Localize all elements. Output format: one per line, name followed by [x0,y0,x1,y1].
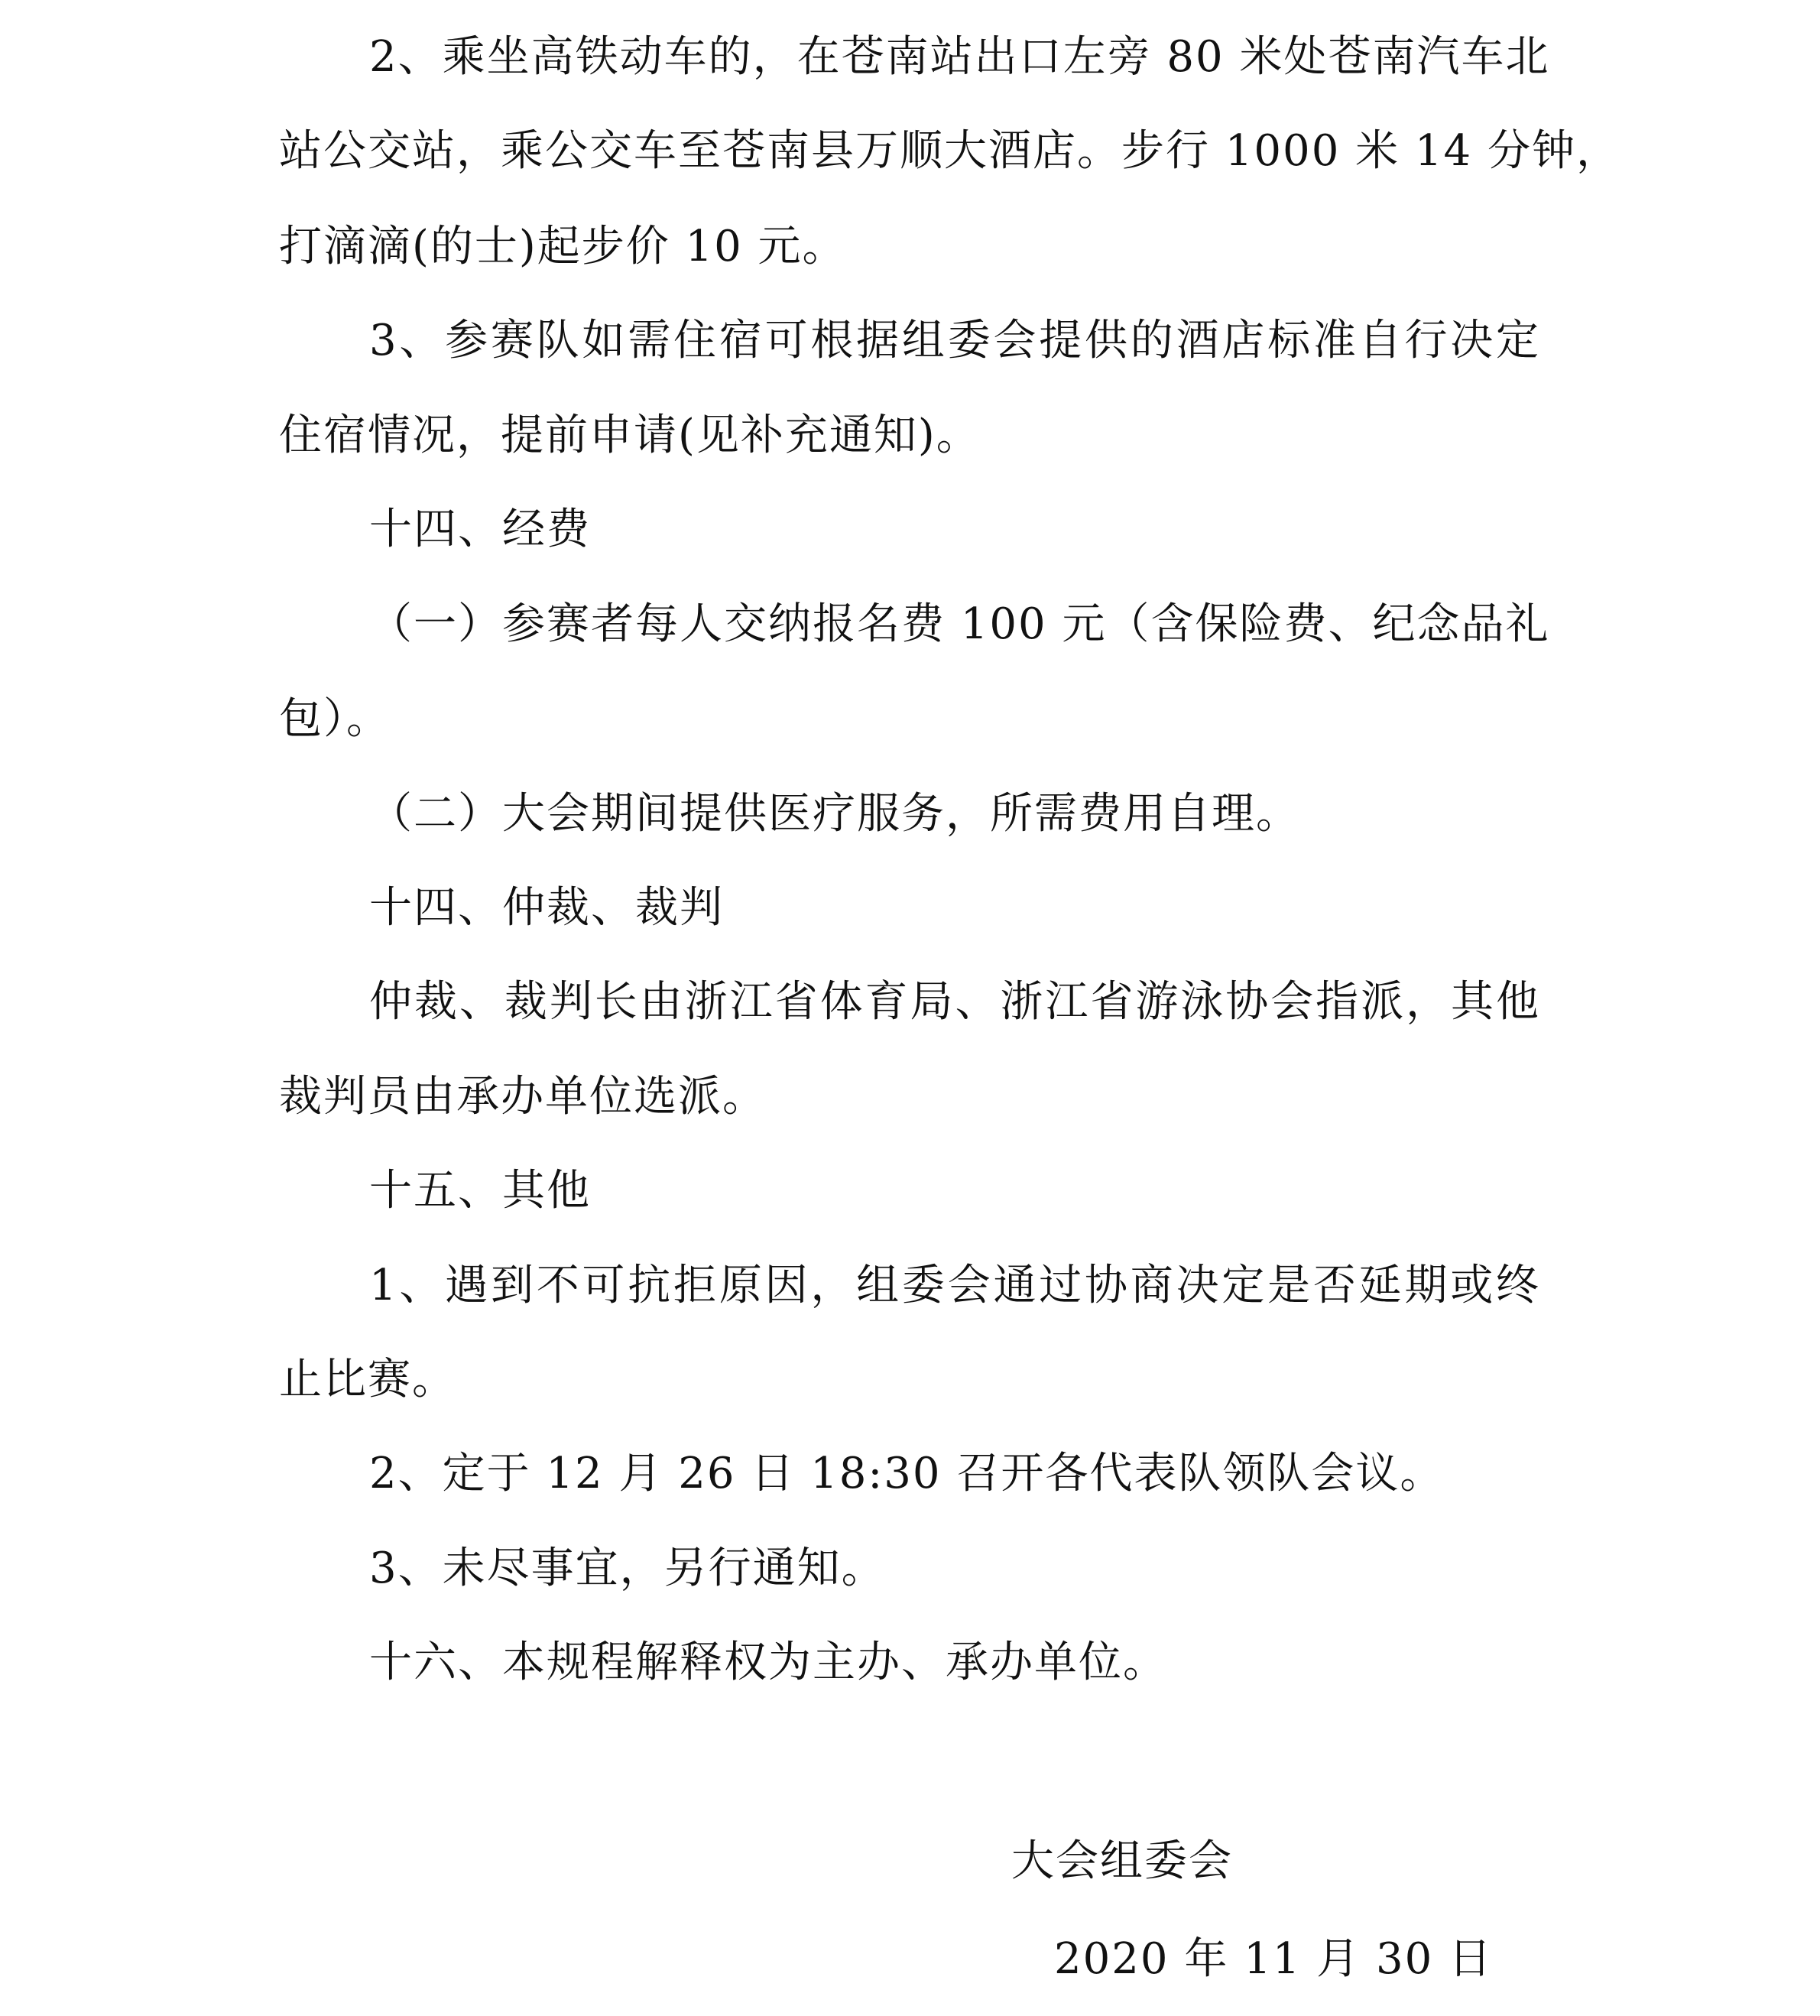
para-fee-1-line-1: （一）参赛者每人交纳报名费 100 元（含保险费、纪念品礼 [369,599,1550,649]
para-other-1-line-2: 止比赛。 [279,1355,456,1404]
section-heading-other: 十五、其他 [369,1166,591,1216]
para-fee-2: （二）大会期间提供医疗服务，所需费用自理。 [369,789,1300,839]
signature-organizing-committee: 大会组委会 [1011,1836,1233,1886]
para-referees-line-2: 裁判员由承办单位选派。 [279,1072,767,1122]
para-fee-1-line-2: 包）。 [279,694,391,744]
section-heading-referees: 十四、仲裁、裁判 [369,883,724,933]
para-other-2: 2、定于 12 月 26 日 18:30 召开各代表队领队会议。 [369,1449,1445,1498]
section-heading-interpretation: 十六、本规程解释权为主办、承办单位。 [369,1638,1167,1687]
para-referees-line-1: 仲裁、裁判长由浙江省体育局、浙江省游泳协会指派，其他 [369,977,1540,1027]
para-other-3: 3、未尽事宜，另行通知。 [369,1544,886,1593]
para-lodging-line-1: 3、参赛队如需住宿可根据组委会提供的酒店标准自行决定 [369,316,1540,365]
section-heading-fees: 十四、经费 [369,505,591,554]
document-date: 2020 年 11 月 30 日 [1054,1934,1494,1984]
para-transport-2-line-1: 2、乘坐高铁动车的，在苍南站出口左旁 80 米处苍南汽车北 [369,32,1550,82]
para-lodging-line-2: 住宿情况，提前申请(见补充通知)。 [279,411,981,460]
para-other-1-line-1: 1、遇到不可抗拒原因，组委会通过协商决定是否延期或终 [369,1261,1540,1310]
para-transport-2-line-2: 站公交站，乘公交车至苍南县万顺大酒店。步行 1000 米 14 分钟， [279,126,1620,176]
para-transport-2-line-3: 打滴滴(的士)起步价 10 元。 [279,222,847,271]
